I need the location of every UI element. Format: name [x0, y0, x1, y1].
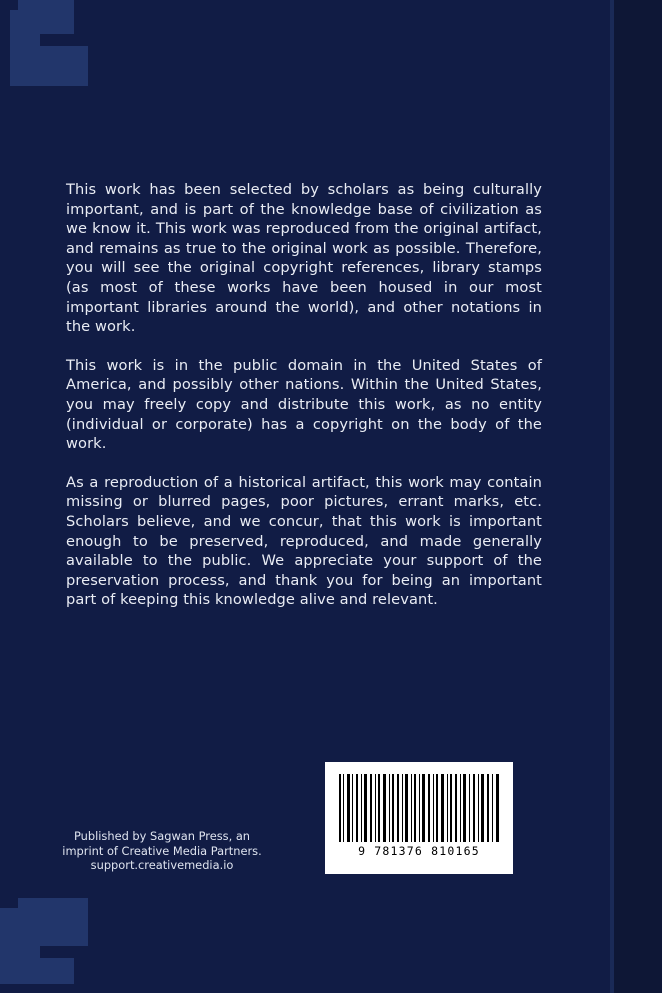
cover-body-text: [66, 180, 542, 629]
publisher-support-url: support.creativemedia.io: [90, 858, 234, 873]
barcode-panel: [325, 762, 513, 874]
publisher-line-1: Published by Sagwan Press, an: [73, 829, 251, 843]
barcode-icon: [339, 774, 499, 842]
spine-step-bottom-4: [0, 984, 88, 993]
paragraph-public-domain: This work is in the public domain in the United States of America, and possibly other nations. Within the United States, you may freely copy and distribute this work, as no entity (individual or corporate) has a copyright on the body of the work.: [66, 356, 542, 453]
spine-step-top-5: [0, 10, 10, 86]
publisher-line-2: imprint of Creative Media Partners.: [62, 843, 262, 858]
spine-step-top-1: [0, 0, 18, 10]
spine-step-bottom-3: [40, 946, 88, 958]
cover-right-edge: [614, 0, 662, 993]
spine-step-top-3: [40, 34, 88, 46]
spine-step-bottom-1: [0, 898, 18, 908]
paragraph-scholarly-selection: This work has been selected by scholars as being culturally important, and is part of the knowledge base of civilization as we know it. This work was reproduced from the original artifact, and remains as true to the original work as possible. Therefore, you will see the original copyright references, library stamps (as most of these works have been housed in our most important libraries around the world), and other notations in the work.: [66, 181, 542, 336]
paragraph-reproduction-notice: As a reproduction of a historical artifact, this work may contain missing or blurred pages, poor pictures, errant marks, etc. Scholars believe, and we concur, that this work is important enough to be preserved, reproduced, and made generally available to the public. We appreciate your support of the preservation process, and thank you for being an important part of keeping this knowledge alive and relevant.: [66, 473, 542, 609]
publisher-imprint: [44, 829, 280, 873]
barcode-number: 9 781376 810165: [358, 844, 480, 858]
spine-step-top-2: [74, 0, 88, 34]
